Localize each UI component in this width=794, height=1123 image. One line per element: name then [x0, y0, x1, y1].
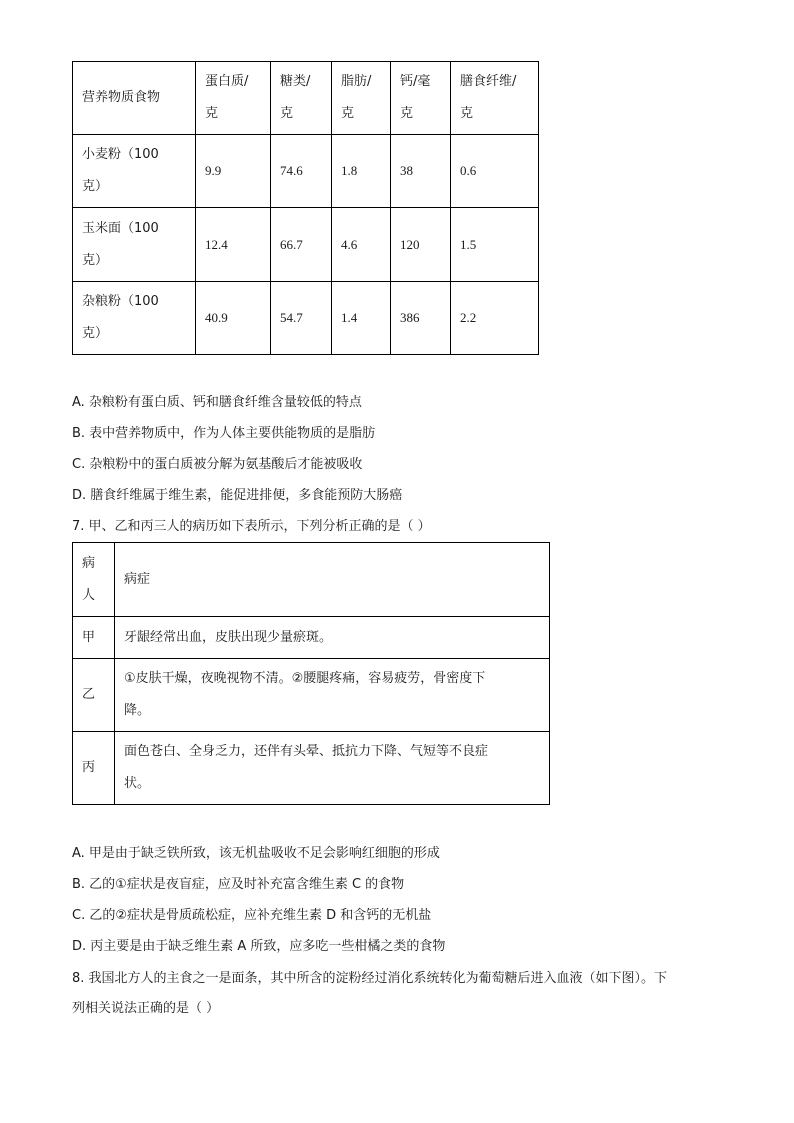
food-cell: 玉米面（100 克） — [73, 208, 196, 282]
q8-stem-line-2: 列相关说法正确的是（ ） — [72, 1001, 220, 1016]
value-cell: 386 — [391, 282, 451, 355]
value-cell: 12.4 — [196, 208, 271, 282]
value-cell: 74.6 — [271, 135, 332, 208]
value-cell: 2.2 — [451, 282, 539, 355]
value-cell: 9.9 — [196, 135, 271, 208]
food-cell: 小麦粉（100 克） — [73, 135, 196, 208]
value-cell: 1.4 — [332, 282, 391, 355]
value-cell: 1.8 — [332, 135, 391, 208]
table-row — [73, 617, 550, 659]
q6-option-b: B. 表中营养物质中，作为人体主要供能物质的是脂肪 — [72, 426, 376, 441]
symptom-cell: 面色苍白、全身乏力，还伴有头晕、抵抗力下降、气短等不良症 状。 — [115, 732, 550, 805]
table-row — [73, 282, 539, 355]
table-row — [73, 732, 550, 805]
value-cell: 38 — [391, 135, 451, 208]
food-cell: 杂粮粉（100 克） — [73, 282, 196, 355]
value-cell: 0.6 — [451, 135, 539, 208]
value-cell: 4.6 — [332, 208, 391, 282]
symptom-cell: ①皮肤干燥，夜晚视物不清。②腰腿疼痛，容易疲劳，骨密度下 降。 — [115, 659, 550, 732]
patient-cell: 甲 — [73, 617, 115, 659]
symptom-cell: 牙龈经常出血，皮肤出现少量瘀斑。 — [115, 617, 550, 659]
header-cell: 钙/毫 克 — [391, 62, 451, 135]
value-cell: 54.7 — [271, 282, 332, 355]
header-cell: 糖类/ 克 — [271, 62, 332, 135]
table-row — [73, 659, 550, 732]
q8-stem-line-1: 8. 我国北方人的主食之一是面条，其中所含的淀粉经过消化系统转化为葡萄糖后进入血液（如下图）。下 — [72, 971, 668, 986]
header-cell: 营养物质食物 — [73, 62, 196, 135]
q7-option-c: C. 乙的②症状是骨质疏松症，应补充维生素 D 和含钙的无机盐 — [72, 908, 432, 923]
nutrition-table — [72, 61, 539, 355]
patient-cell: 丙 — [73, 732, 115, 805]
medical-record-table — [72, 542, 550, 805]
q6-option-a: A. 杂粮粉有蛋白质、钙和膳食纤维含量较低的特点 — [72, 395, 362, 410]
patient-cell: 乙 — [73, 659, 115, 732]
header-cell: 脂肪/ 克 — [332, 62, 391, 135]
value-cell: 1.5 — [451, 208, 539, 282]
value-cell: 120 — [391, 208, 451, 282]
table-row — [73, 135, 539, 208]
q7-option-a: A. 甲是由于缺乏铁所致，该无机盐吸收不足会影响红细胞的形成 — [72, 846, 440, 861]
header-cell: 蛋白质/ 克 — [196, 62, 271, 135]
header-cell: 膳食纤维/ 克 — [451, 62, 539, 135]
q6-option-c: C. 杂粮粉中的蛋白质被分解为氨基酸后才能被吸收 — [72, 457, 363, 472]
q7-stem: 7. 甲、乙和丙三人的病历如下表所示，下列分析正确的是（ ） — [72, 519, 431, 534]
q7-option-b: B. 乙的①症状是夜盲症，应及时补充富含维生素 C 的食物 — [72, 877, 405, 892]
q7-option-d: D. 丙主要是由于缺乏维生素 A 所致，应多吃一些柑橘之类的食物 — [72, 939, 446, 954]
value-cell: 66.7 — [271, 208, 332, 282]
header-cell: 病症 — [115, 543, 550, 617]
value-cell: 40.9 — [196, 282, 271, 355]
table-row — [73, 208, 539, 282]
q6-option-d: D. 膳食纤维属于维生素，能促进排便，多食能预防大肠癌 — [72, 488, 403, 503]
table-header-row — [73, 62, 539, 135]
header-cell: 病 人 — [73, 543, 115, 617]
table-header-row — [73, 543, 550, 617]
